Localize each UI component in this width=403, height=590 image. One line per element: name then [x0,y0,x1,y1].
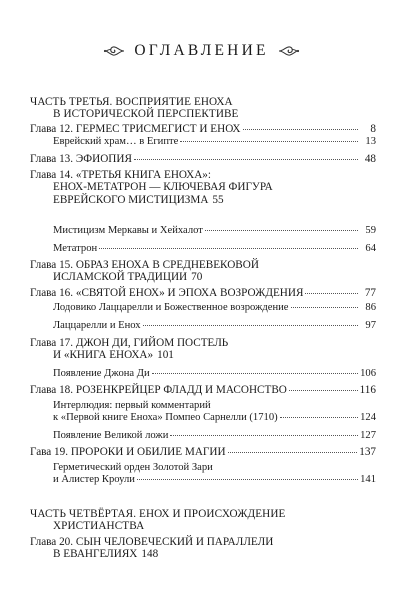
toc-chapter-entry[interactable] [30,169,376,206]
dot-leader [289,390,358,391]
toc-chapter-entry[interactable] [30,384,376,396]
page-number: 64 [365,243,376,254]
toc-title: ОГЛАВЛЕНИЕ [134,42,269,59]
page-number: 86 [365,302,376,313]
part-heading-line: ЧАСТЬ ЧЕТВЁРТАЯ. ЕНОХ И ПРОИСХОЖДЕНИЕ [30,508,286,520]
toc-chapter-entry[interactable] [30,153,376,165]
page-number: 141 [360,474,376,486]
dot-leader [170,435,358,436]
dot-leader [152,373,358,374]
toc-section-entry[interactable] [53,430,376,442]
toc-header [0,38,403,64]
toc-chapter-entry[interactable] [30,536,376,561]
toc-section-entry[interactable] [53,243,376,255]
entry-leader-line [53,412,376,424]
page-number: 59 [365,225,376,236]
dot-leader [134,159,358,160]
page-number: 137 [359,446,376,458]
page-number: 124 [360,412,376,424]
entry-title-line: И «КНИГА ЕНОХА» [53,349,154,362]
toc-section-entry[interactable] [53,400,376,424]
page-number: 97 [365,320,376,331]
dot-leader [205,230,358,231]
part-heading-line: ЧАСТЬ ТРЕТЬЯ. ВОСПРИЯТИЕ ЕНОХА [30,96,233,108]
toc-part-heading [30,508,380,533]
page-number: 116 [359,384,376,396]
page-number: 127 [360,430,376,441]
page-number: 70 [191,271,203,284]
entry-leader-line [53,225,376,237]
entry-leader-line [53,302,376,314]
entry-title-line: Глава 15. ОБРАЗ ЕНОХА В СРЕДНЕВЕКОВОЙ [30,259,259,271]
toc-chapter-entry[interactable] [30,287,376,299]
toc-section-entry[interactable] [53,368,376,380]
entry-title-line: ЕВРЕЙСКОГО МИСТИЦИЗМА [53,193,209,206]
right-ornament-icon [278,43,300,59]
entry-leader-line [30,384,376,396]
dot-leader [99,248,358,249]
entry-leader-line [53,430,376,442]
toc-chapter-entry[interactable] [30,446,376,458]
entry-title-line: Герметический орден Золотой Зари [53,462,213,473]
page-number: 13 [365,136,376,147]
entry-leader-line [30,287,376,299]
toc-section-entry[interactable] [53,462,376,486]
entry-leader-line [53,474,376,486]
page-number: 101 [157,349,174,362]
entry-leader-line [30,548,376,560]
entry-title-line: Лодовико Лаццарелли и Божественное возрождение [53,302,289,313]
entry-title-line: Еврейский храм… в Египте [53,136,179,147]
dot-leader [180,141,358,142]
entry-leader-line [53,243,376,255]
entry-leader-line [30,153,376,165]
entry-title-line: Появление Великой ложи [53,430,169,441]
entry-title-line: Глава 18. РОЗЕНКРЕЙЦЕР ФЛАДД И МАСОНСТВО [30,384,287,396]
toc-section-entry[interactable] [53,320,376,332]
dot-leader [143,325,358,326]
entry-title-line: ИСЛАМСКОЙ ТРАДИЦИИ [53,271,188,284]
page-number: 8 [370,123,376,135]
page-number: 55 [212,193,224,206]
entry-title-line: и Алистер Кроули [53,474,135,486]
entry-title-line: Лаццарелли и Енох [53,320,141,331]
toc-part-heading [30,96,380,121]
entry-title-line: Мистицизм Меркавы и Хейхалот [53,225,203,236]
dot-leader [228,452,358,453]
page-number: 106 [360,368,376,379]
part-heading-line: В ИСТОРИЧЕСКОЙ ПЕРСПЕКТИВЕ [53,108,239,121]
toc-section-entry[interactable] [53,225,376,237]
entry-title-line: Появление Джона Ди [53,368,150,379]
entry-title-line: ЕНОХ-МЕТАТРОН — КЛЮЧЕВАЯ ФИГУРА [53,181,273,194]
entry-title-line: Метатрон [53,243,98,254]
dot-leader [137,479,358,480]
entry-leader-line [30,349,376,361]
toc-chapter-entry[interactable] [30,259,376,284]
dot-leader [243,129,358,130]
entry-leader-line [53,320,376,332]
page-number: 77 [364,287,376,299]
left-ornament-icon [103,43,125,59]
entry-title-line: Интерлюдия: первый комментарий [53,400,211,411]
entry-title-line: к «Первой книге Еноха» Помпео Сарнелли (1710) [53,412,278,424]
entry-title-line: Глава 13. ЭФИОПИЯ [30,153,132,165]
page-number: 48 [364,153,376,165]
toc-section-entry[interactable] [53,136,376,148]
dot-leader [280,417,358,418]
entry-title-line: Гава 19. ПРОРОКИ И ОБИЛИЕ МАГИИ [30,446,226,458]
entry-leader-line [30,271,376,283]
entry-title-line: Глава 12. ГЕРМЕС ТРИСМЕГИСТ И ЕНОХ [30,123,241,135]
entry-title-line: Глава 16. «СВЯТОЙ ЕНОХ» И ЭПОХА ВОЗРОЖДЕНИЯ [30,287,304,299]
entry-title-line: Глава 20. СЫН ЧЕЛОВЕЧЕСКИЙ И ПАРАЛЛЕЛИ [30,536,274,548]
entry-leader-line [53,136,376,148]
page-number: 148 [141,548,159,561]
dot-leader [305,293,358,294]
entry-title-line: Глава 17. ДЖОН ДИ, ГИЙОМ ПОСТЕЛЬ [30,337,229,349]
entry-leader-line [30,123,376,135]
toc-chapter-entry[interactable] [30,123,376,135]
dot-leader [291,307,358,308]
toc-section-entry[interactable] [53,302,376,314]
entry-leader-line [53,368,376,380]
entry-title-line: В ЕВАНГЕЛИЯХ [53,548,138,561]
entry-leader-line [30,446,376,458]
entry-leader-line [30,194,376,206]
toc-chapter-entry[interactable] [30,337,376,362]
part-heading-line: ХРИСТИАНСТВА [53,520,145,533]
entry-title-line: Глава 14. «ТРЕТЬЯ КНИГА ЕНОХА»: [30,169,211,181]
